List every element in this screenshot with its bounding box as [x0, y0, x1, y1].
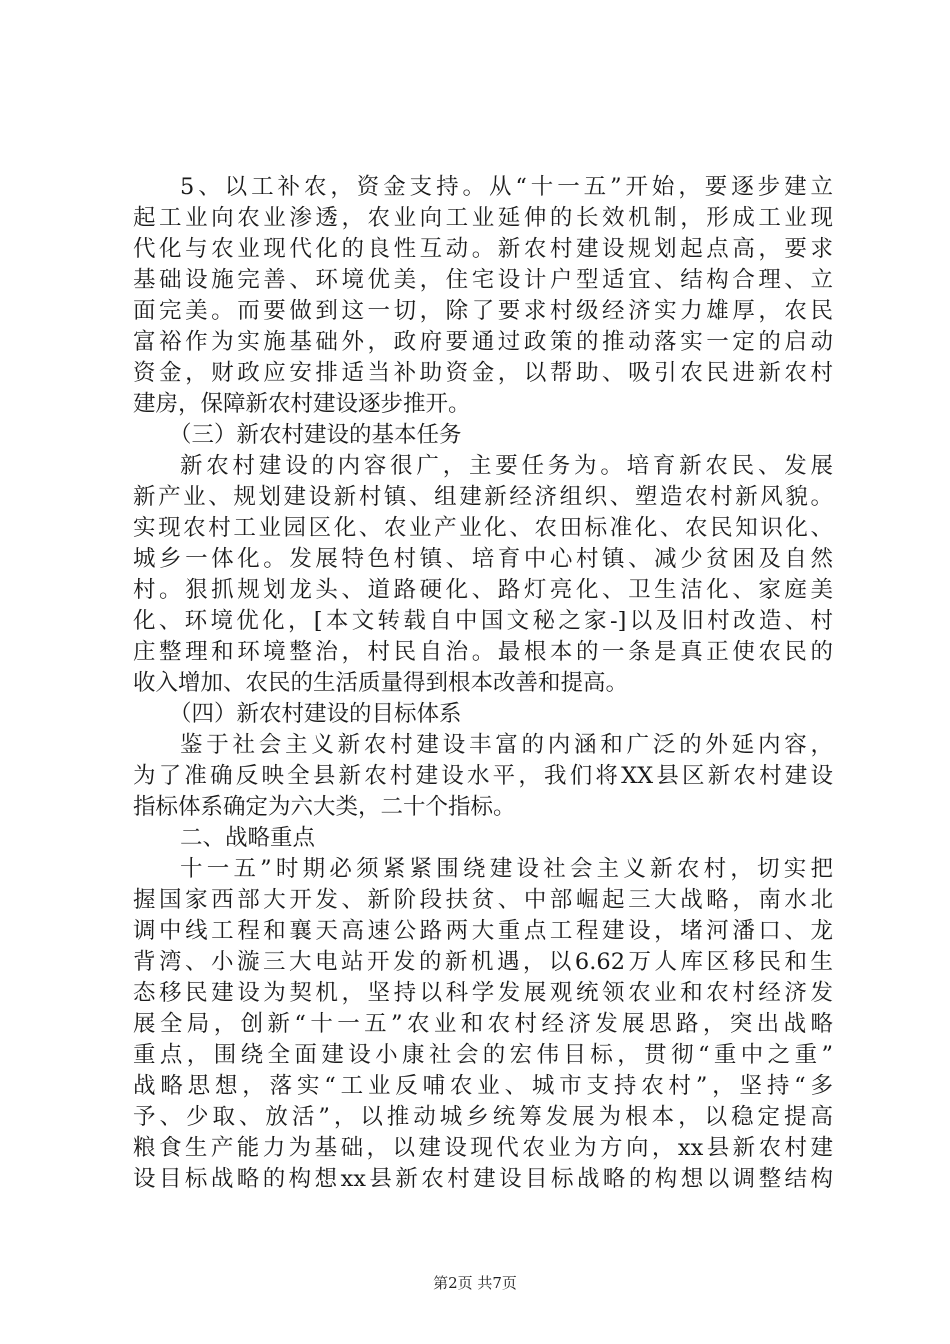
text-line: 调中线工程和襄天高速公路两大重点工程建设，堵河潘口、龙 — [133, 918, 833, 944]
text-line: 重点，围绕全面建设小康社会的宏伟目标，贯彻“重中之重” — [133, 1042, 833, 1068]
text-line: 富裕作为实施基础外，政府要通过政策的推动落实一定的启动 — [133, 329, 833, 355]
text-line: 5、以工补农，资金支持。从“十一五”开始，要逐步建立 — [180, 174, 833, 200]
text-line: 二、战略重点 — [180, 825, 316, 851]
text-line: 代化与农业现代化的良性互动。新农村建设规划起点高，要求 — [133, 236, 833, 262]
text-line: 化、环境优化，[本文转载自中国文秘之家-]以及旧村改造、村 — [133, 608, 833, 634]
text-line: 十一五”时期必须紧紧围绕建设社会主义新农村，切实把 — [180, 856, 833, 882]
text-line: 资金，财政应安排适当补助资金，以帮助、吸引农民进新农村 — [133, 360, 833, 386]
text-line: 粮食生产能力为基础，以建设现代农业为方向，xx县新农村建 — [133, 1135, 833, 1161]
text-line: 指标体系确定为六大类，二十个指标。 — [133, 794, 516, 820]
text-line: 鉴于社会主义新农村建设丰富的内涵和广泛的外延内容， — [180, 732, 833, 758]
text-line: 建房，保障新农村建设逐步推开。 — [133, 391, 471, 417]
text-line: 实现农村工业园区化、农业产业化、农田标准化、农民知识化、 — [133, 515, 833, 541]
text-line: 展全局，创新“十一五”农业和农村经济发展思路，突出战略 — [133, 1011, 833, 1037]
text-line: （四）新农村建设的目标体系 — [169, 701, 462, 727]
text-line: 庄整理和环境整治，村民自治。最根本的一条是真正使农民的 — [133, 639, 833, 665]
text-line: 新产业、规划建设新村镇、组建新经济组织、塑造农村新风貌。 — [133, 484, 833, 510]
text-line: （三）新农村建设的基本任务 — [169, 422, 462, 448]
text-line: 基础设施完善、环境优美，住宅设计户型适宜、结构合理、立 — [133, 267, 833, 293]
text-line: 予、少取、放活”，以推动城乡统筹发展为根本，以稳定提高 — [133, 1104, 833, 1130]
text-line: 握国家西部大开发、新阶段扶贫、中部崛起三大战略，南水北 — [133, 887, 833, 913]
page-footer: 第2页 共7页 — [433, 1274, 517, 1292]
text-line: 新农村建设的内容很广，主要任务为。培育新农民、发展 — [180, 453, 833, 479]
text-line: 为了准确反映全县新农村建设水平，我们将XX县区新农村建设 — [133, 763, 833, 789]
text-line: 背湾、小漩三大电站开发的新机遇，以6.62万人库区移民和生 — [133, 949, 833, 975]
document-body — [133, 172, 833, 1195]
text-line: 态移民建设为契机，坚持以科学发展观统领农业和农村经济发 — [133, 980, 833, 1006]
text-line: 起工业向农业渗透，农业向工业延伸的长效机制，形成工业现 — [133, 205, 833, 231]
text-line: 面完美。而要做到这一切，除了要求村级经济实力雄厚，农民 — [133, 298, 833, 324]
text-line: 战略思想，落实“工业反哺农业、城市支持农村”，坚持“多 — [133, 1073, 833, 1099]
text-line: 村。狠抓规划龙头、道路硬化、路灯亮化、卫生洁化、家庭美 — [133, 577, 833, 603]
text-line: 城乡一体化。发展特色村镇、培育中心村镇、减少贫困及自然 — [133, 546, 833, 572]
text-line: 收入增加、农民的生活质量得到根本改善和提高。 — [133, 670, 629, 696]
text-line: 设目标战略的构想xx县新农村建设目标战略的构想以调整结构 — [133, 1166, 833, 1192]
